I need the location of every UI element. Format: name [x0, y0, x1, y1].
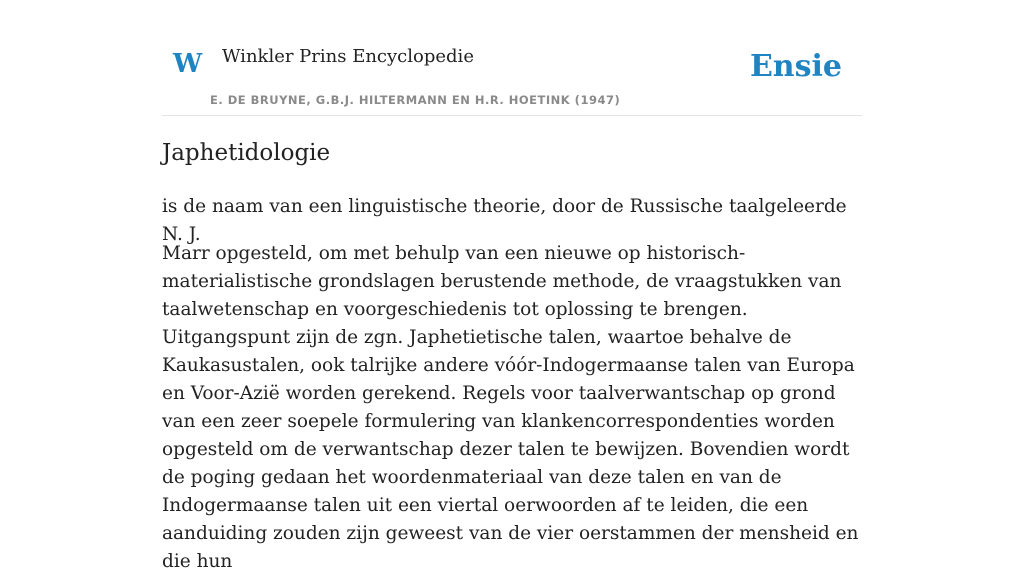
book-title-link[interactable]: Winkler Prins Encyclopedie [222, 46, 474, 67]
article-title: Japhetidologie [162, 140, 331, 166]
ensie-logo-link[interactable]: Ensie [749, 49, 842, 84]
page [162, 0, 862, 572]
article-lead: is de naam van een linguistische theorie, door de Russische taalgeleerde N. J. [162, 196, 847, 245]
header [162, 0, 862, 116]
article-body: Marr opgesteld, om met behulp van een nieuwe op historisch-materialistische grondslagen berustende methode, de vraagstukken van taalwetenschap en voorgeschiedenis tot oplossing te brengen. Uitgangspunt zijn de zgn. Japhetietische talen, waartoe behalve de Kaukasustalen, ook talrijke andere vóór-Indogermaanse talen van Europa en Voor-Azië worden gerekend. Regels voor taalverwantschap op grond van een zeer soepele formulering van klankencorrespondenties worden opgesteld om de verwantschap dezer talen te bewijzen. Bovendien wordt de poging gedaan het woordenmateriaal van deze talen en van de Indogermaanse talen uit een viertal oerwoorden af te leiden, die een aanduiding zouden zijn geweest van de vier oerstammen der mensheid en die hun [162, 243, 859, 572]
book-authors: E. DE BRUYNE, G.B.J. HILTERMANN EN H.R. HOETINK (1947) [210, 93, 621, 107]
winkler-prins-logo-icon[interactable]: W [173, 49, 203, 79]
